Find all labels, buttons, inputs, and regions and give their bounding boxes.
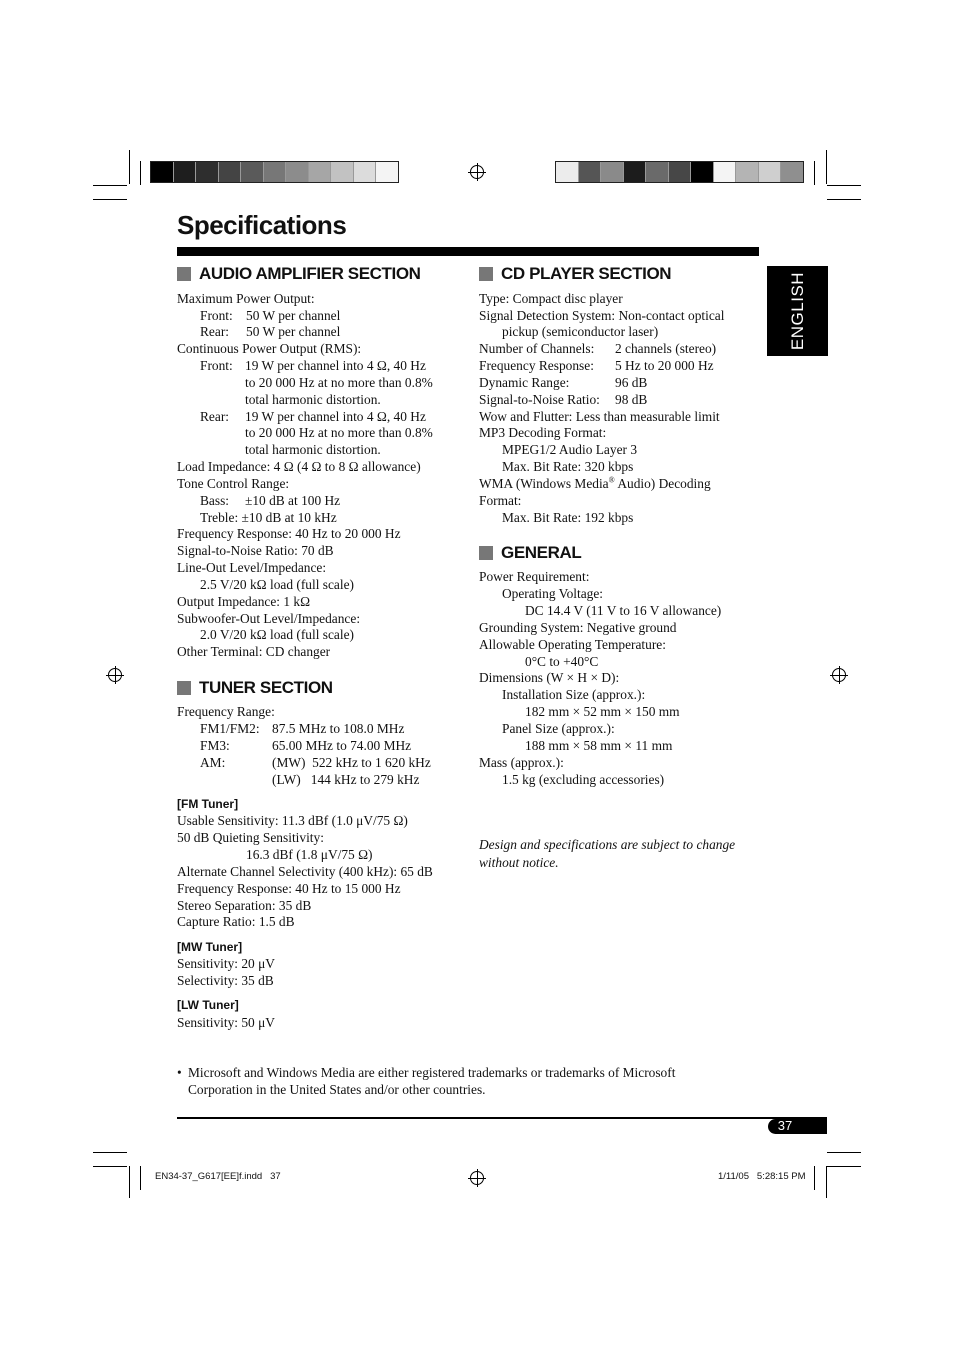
- spec-value: 2.0 V/20 kΩ load (full scale): [200, 627, 354, 642]
- section-square-icon: [479, 267, 493, 281]
- page-title: Specifications: [177, 210, 347, 240]
- spec-line: Frequency Response: 40 Hz to 20 000 Hz: [177, 526, 401, 541]
- spec-line: Mass (approx.):: [479, 755, 564, 770]
- color-swatch: [286, 162, 309, 182]
- spec-line: Output Impedance: 1 kΩ: [177, 594, 311, 609]
- spec-line: Wow and Flutter: Less than measurable limit: [479, 409, 720, 424]
- spec-value: (MW) 522 kHz to 1 620 kHz: [272, 755, 431, 770]
- color-swatch: [714, 162, 737, 182]
- cd-section-heading: [479, 264, 671, 284]
- spec-line: Frequency Range:: [177, 704, 275, 719]
- spec-label: Number of Channels:: [479, 341, 595, 356]
- audio-section-heading: [177, 264, 421, 284]
- trademark-line-1: Microsoft and Windows Media are either registered trademarks or trademarks of Microsoft: [188, 1065, 676, 1080]
- wma-text-b: Audio) Decoding: [614, 476, 711, 491]
- spec-line: Grounding System: Negative ground: [479, 620, 677, 635]
- spec-line: Frequency Response: 40 Hz to 15 000 Hz: [177, 881, 401, 896]
- color-swatch: [736, 162, 759, 182]
- color-swatch: [196, 162, 219, 182]
- section-square-icon: [177, 681, 191, 695]
- spec-value: (LW) 144 kHz to 279 kHz: [272, 772, 420, 787]
- fm-tuner-heading: [FM Tuner]: [177, 797, 239, 811]
- registration-mark-top: [470, 165, 484, 179]
- spec-value: 98 dB: [615, 392, 648, 407]
- spec-line: Installation Size (approx.):: [502, 687, 646, 702]
- spec-line: Power Requirement:: [479, 569, 590, 584]
- design-notice-line-1: Design and specifications are subject to change: [479, 837, 736, 852]
- spec-line: Stereo Separation: 35 dB: [177, 898, 312, 913]
- mw-tuner-heading: [MW Tuner]: [177, 940, 243, 954]
- title-rule: [177, 247, 759, 256]
- spec-value: 2 channels (stereo): [615, 341, 717, 356]
- general-section-heading: [479, 543, 581, 563]
- spec-label: Rear:: [200, 409, 229, 424]
- lw-tuner-heading: [LW Tuner]: [177, 998, 239, 1012]
- spec-line: Allowable Operating Temperature:: [479, 637, 666, 652]
- print-file-name: EN34-37_G617[EE]f.indd 37: [155, 1171, 281, 1182]
- color-swatch: [759, 162, 782, 182]
- spec-label: Front:: [200, 358, 233, 373]
- color-swatch: [646, 162, 669, 182]
- color-swatch: [376, 162, 398, 182]
- cd-heading-text: CD PLAYER SECTION: [501, 264, 672, 283]
- spec-line: Panel Size (approx.):: [502, 721, 615, 736]
- color-bar-right: [555, 161, 804, 183]
- spec-line: Subwoofer-Out Level/Impedance:: [177, 611, 361, 626]
- color-swatch: [174, 162, 197, 182]
- spec-line: Maximum Power Output:: [177, 291, 315, 306]
- spec-value: 2.5 V/20 kΩ load (full scale): [200, 577, 354, 592]
- spec-label: Rear:: [200, 324, 229, 339]
- trademark-bullet: •: [177, 1065, 182, 1080]
- spec-value: 1.5 kg (excluding accessories): [502, 772, 665, 787]
- spec-value: 16.3 dBf (1.8 μV/75 Ω): [246, 847, 373, 862]
- spec-label: Signal-to-Noise Ratio:: [479, 392, 600, 407]
- color-swatch: [264, 162, 287, 182]
- color-swatch: [151, 162, 174, 182]
- spec-value: 19 W per channel into 4 Ω, 40 Hz: [245, 358, 426, 373]
- section-square-icon: [479, 546, 493, 560]
- wma-text-a: WMA (Windows Media: [479, 476, 609, 491]
- spec-line: Type: Compact disc player: [479, 291, 623, 306]
- spec-line: Other Terminal: CD changer: [177, 644, 331, 659]
- tuner-heading-text: TUNER SECTION: [199, 678, 333, 697]
- spec-value: to 20 000 Hz at no more than 0.8%: [245, 375, 433, 390]
- spec-value: 0°C to +40°C: [525, 654, 599, 669]
- color-swatch: [241, 162, 264, 182]
- spec-value: 182 mm × 52 mm × 150 mm: [525, 704, 680, 719]
- trademark-line-2: Corporation in the United States and/or other countries.: [188, 1082, 486, 1097]
- spec-value: Max. Bit Rate: 192 kbps: [502, 510, 634, 525]
- spec-line: Signal-to-Noise Ratio: 70 dB: [177, 543, 334, 558]
- spec-line: Usable Sensitivity: 11.3 dBf (1.0 μV/75 Ω): [177, 813, 408, 828]
- spec-label: FM3:: [200, 738, 230, 753]
- spec-line: Sensitivity: 50 μV: [177, 1015, 275, 1030]
- spec-line: Tone Control Range:: [177, 476, 290, 491]
- spec-value: to 20 000 Hz at no more than 0.8%: [245, 425, 433, 440]
- spec-line: Signal Detection System: Non-contact optical: [479, 308, 725, 323]
- spec-label: Frequency Response:: [479, 358, 594, 373]
- spec-line: Load Impedance: 4 Ω (4 Ω to 8 Ω allowance): [177, 459, 421, 474]
- spec-value: 19 W per channel into 4 Ω, 40 Hz: [245, 409, 426, 424]
- bottom-rule: [177, 1117, 827, 1119]
- spec-value: 188 mm × 58 mm × 11 mm: [525, 738, 673, 753]
- spec-value: 96 dB: [615, 375, 648, 390]
- spec-label: AM:: [200, 755, 226, 770]
- spec-label: Bass:: [200, 493, 230, 508]
- spec-label: Front:: [200, 308, 233, 323]
- color-swatch: [669, 162, 692, 182]
- spec-value: 87.5 MHz to 108.0 MHz: [272, 721, 405, 736]
- color-swatch: [601, 162, 624, 182]
- spec-value: 5 Hz to 20 000 Hz: [615, 358, 714, 373]
- color-bar-left: [150, 161, 399, 183]
- color-swatch: [781, 162, 803, 182]
- page-number: 37: [777, 1118, 793, 1133]
- spec-line: MP3 Decoding Format:: [479, 425, 607, 440]
- spec-value: DC 14.4 V (11 V to 16 V allowance): [525, 603, 722, 618]
- spec-line: Alternate Channel Selectivity (400 kHz): 65 dB: [177, 864, 433, 879]
- color-swatch: [331, 162, 354, 182]
- spec-value: Max. Bit Rate: 320 kbps: [502, 459, 634, 474]
- design-notice-line-2: without notice.: [479, 855, 559, 870]
- spec-line: pickup (semiconductor laser): [502, 324, 659, 339]
- color-swatch: [579, 162, 602, 182]
- spec-value: 65.00 MHz to 74.00 MHz: [272, 738, 412, 753]
- registration-mark-bottom: [470, 1171, 484, 1185]
- color-swatch: [354, 162, 377, 182]
- spec-line: Dimensions (W × H × D):: [479, 670, 620, 685]
- spec-line: 50 dB Quieting Sensitivity:: [177, 830, 324, 845]
- color-swatch: [219, 162, 242, 182]
- tuner-section-heading: [177, 678, 333, 698]
- spec-value: total harmonic distortion.: [245, 392, 381, 407]
- color-swatch: [309, 162, 332, 182]
- registration-mark-right: [832, 668, 846, 682]
- spec-label: FM1/FM2:: [200, 721, 260, 736]
- spec-value: 50 W per channel: [246, 324, 341, 339]
- spec-line: Continuous Power Output (RMS):: [177, 341, 362, 356]
- color-swatch: [624, 162, 647, 182]
- color-swatch: [556, 162, 579, 182]
- spec-line: Sensitivity: 20 μV: [177, 956, 275, 971]
- audio-heading-text: AUDIO AMPLIFIER SECTION: [199, 264, 421, 283]
- print-date: 1/11/05 5:28:15 PM: [718, 1171, 806, 1182]
- section-square-icon: [177, 267, 191, 281]
- spec-line: Capture Ratio: 1.5 dB: [177, 914, 295, 929]
- spec-label: Dynamic Range:: [479, 375, 570, 390]
- spec-line: Format:: [479, 493, 522, 508]
- general-heading-text: GENERAL: [501, 543, 582, 562]
- spec-line-wma: [479, 475, 711, 492]
- spec-value: ±10 dB at 100 Hz: [245, 493, 341, 508]
- spec-line: Operating Voltage:: [502, 586, 604, 601]
- registration-mark-left: [108, 668, 122, 682]
- spec-value: 50 W per channel: [246, 308, 341, 323]
- spec-line: Selectivity: 35 dB: [177, 973, 274, 988]
- spec-line: Line-Out Level/Impedance:: [177, 560, 327, 575]
- color-swatch: [691, 162, 714, 182]
- spec-value: total harmonic distortion.: [245, 442, 381, 457]
- language-tab-label: ENGLISH: [788, 271, 807, 351]
- spec-value: MPEG1/2 Audio Layer 3: [502, 442, 638, 457]
- spec-line: Treble: ±10 dB at 10 kHz: [200, 510, 337, 525]
- registered-mark: ®: [608, 475, 615, 485]
